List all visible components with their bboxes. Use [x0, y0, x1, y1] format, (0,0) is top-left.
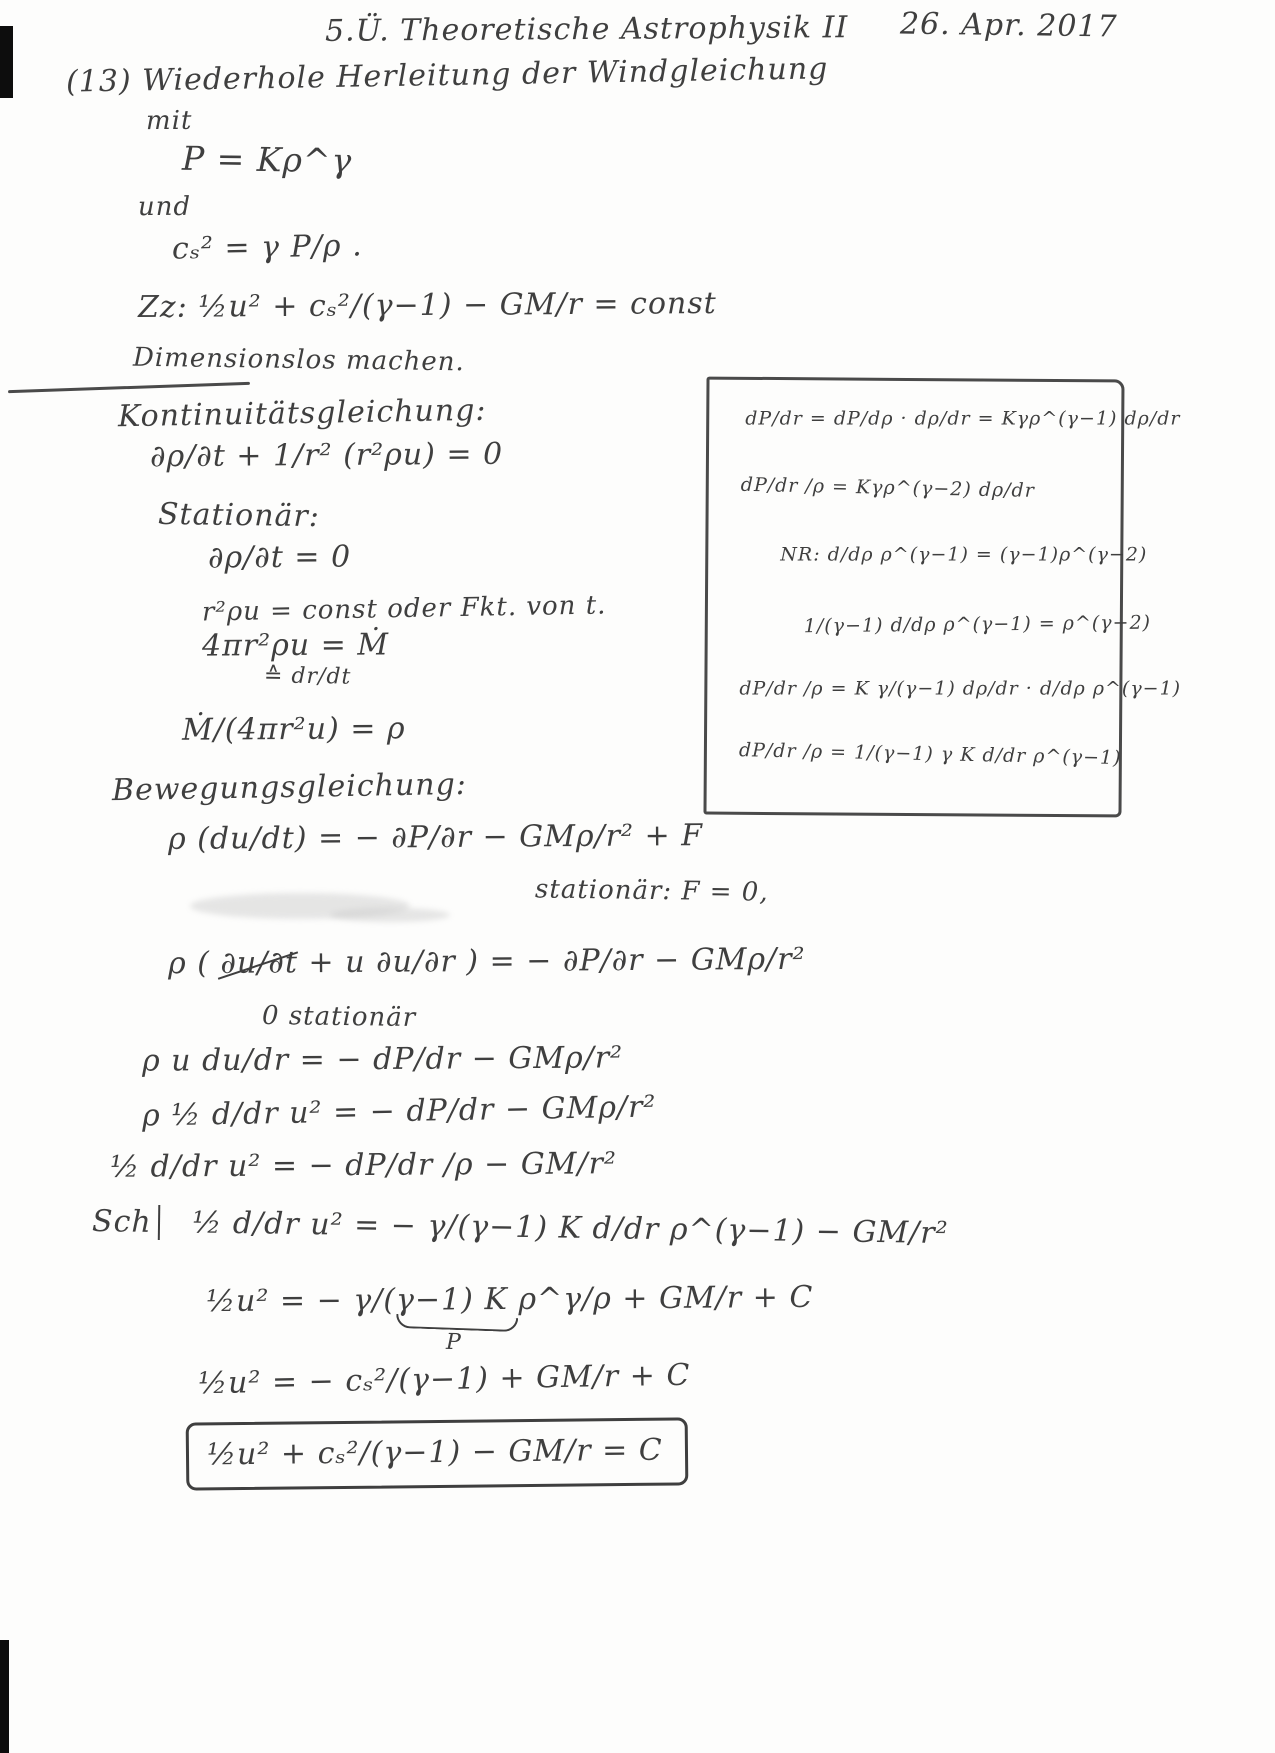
- side-calculation-box: [703, 377, 1182, 818]
- sidebox-line-1: dP/dr = dP/dρ · dρ/dr = Kγρ^(γ−1) dρ/dr: [745, 407, 1181, 430]
- exercise-title: (13) Wiederhole Herleitung der Windgleichung: [65, 51, 829, 100]
- eq-polytrope-substituted: ½ d/dr u² = − γ/(γ−1) K d/dr ρ^(γ−1) − GM/r²: [192, 1205, 949, 1251]
- eq-u-dudr: ρ u du/dr = − dP/dr − GMρ/r²: [141, 1040, 624, 1079]
- final-result-box: [186, 1417, 688, 1490]
- eq-half-ddr: ρ ½ d/dr u² = − dP/dr − GMρ/r²: [141, 1089, 657, 1134]
- note-u-equals-drdt: ≙ dr/dt: [263, 663, 352, 690]
- eq-half-ddr-over-rho: ½ d/dr u² = − dP/dr /ρ − GM/r²: [109, 1146, 618, 1185]
- eq-sound-speed: cₛ² = γ P/ρ .: [171, 228, 363, 267]
- label-stationary-1: Stationär:: [157, 496, 321, 535]
- eq-with-sound-speed: ½u² = − cₛ²/(γ−1) + GM/r + C: [197, 1357, 691, 1402]
- eq-mass-loss-rate: 4πr²ρu = Ṁ: [201, 627, 390, 664]
- sidebox-line-3: NR: d/dρ ρ^(γ−1) = (γ−1)ρ^(γ−2): [780, 543, 1148, 566]
- scan-artifact-top-left: [0, 26, 13, 98]
- eq-part-post: + u ∂u/∂r ) = − ∂P/∂r − GMρ/r²: [297, 941, 806, 981]
- step-marker: Sch: [92, 1204, 160, 1240]
- note-stationary-f-zero: stationär: F = 0,: [534, 874, 769, 908]
- eq-final-wind-equation: ½u² + cₛ²/(γ−1) − GM/r = C: [206, 1432, 663, 1473]
- note-zero-stationary: 0 stationär: [261, 1000, 417, 1034]
- eq-to-show: Zz: ½u² + cₛ²/(γ−1) − GM/r = const: [137, 285, 717, 326]
- sidebox-line-5: dP/dr /ρ = K γ/(γ−1) dρ/dr · d/dρ ρ^(γ−1): [739, 677, 1182, 700]
- word-und: und: [137, 191, 192, 223]
- eq-drho-dt-zero: ∂ρ/∂t = 0: [207, 539, 352, 576]
- header-course-title: 5.Ü. Theoretische Astrophysik II: [324, 10, 849, 49]
- heading-momentum: Bewegungsgleichung:: [111, 766, 468, 809]
- struck-term-dudt: ∂u/∂t: [220, 945, 299, 981]
- eq-momentum-expanded: [168, 942, 806, 982]
- header-date: 26. Apr. 2017: [899, 6, 1118, 45]
- note-dimensionless: Dimensionslos machen.: [132, 342, 465, 378]
- word-mit: mit: [145, 105, 193, 137]
- row-step: [92, 1204, 949, 1252]
- sidebox-line-4: 1/(γ−1) d/dρ ρ^(γ−1) = ρ^(γ−2): [803, 611, 1152, 638]
- sidebox-line-6: dP/dr /ρ = 1/(γ−1) γ K d/dr ρ^(γ−1): [738, 739, 1122, 770]
- scan-artifact-bottom-left: [0, 1640, 9, 1753]
- underline-stroke: [8, 382, 250, 393]
- underbrace-label-P: P: [445, 1329, 462, 1356]
- eq-part-pre: ρ (: [167, 945, 221, 982]
- eq-polytrope: P = Kρ^γ: [181, 138, 353, 181]
- eq-momentum-full: ρ (du/dt) = − ∂P/∂r − GMρ/r² + F: [167, 818, 704, 857]
- eq-r2rhou-const: r²ρu = const oder Fkt. von t.: [201, 590, 607, 628]
- eq-rho-from-mdot: Ṁ/(4πr²u) = ρ: [181, 711, 406, 748]
- heading-continuity: Kontinuitätsgleichung:: [117, 392, 487, 435]
- pencil-smudge-2: [330, 908, 450, 922]
- eq-continuity: ∂ρ/∂t + 1/r² (r²ρu) = 0: [149, 436, 504, 475]
- eq-integrated: ½u² = − γ/(γ−1) K ρ^γ/ρ + GM/r + C: [205, 1279, 814, 1320]
- sidebox-line-2: dP/dr /ρ = Kγρ^(γ−2) dρ/dr: [740, 473, 1036, 502]
